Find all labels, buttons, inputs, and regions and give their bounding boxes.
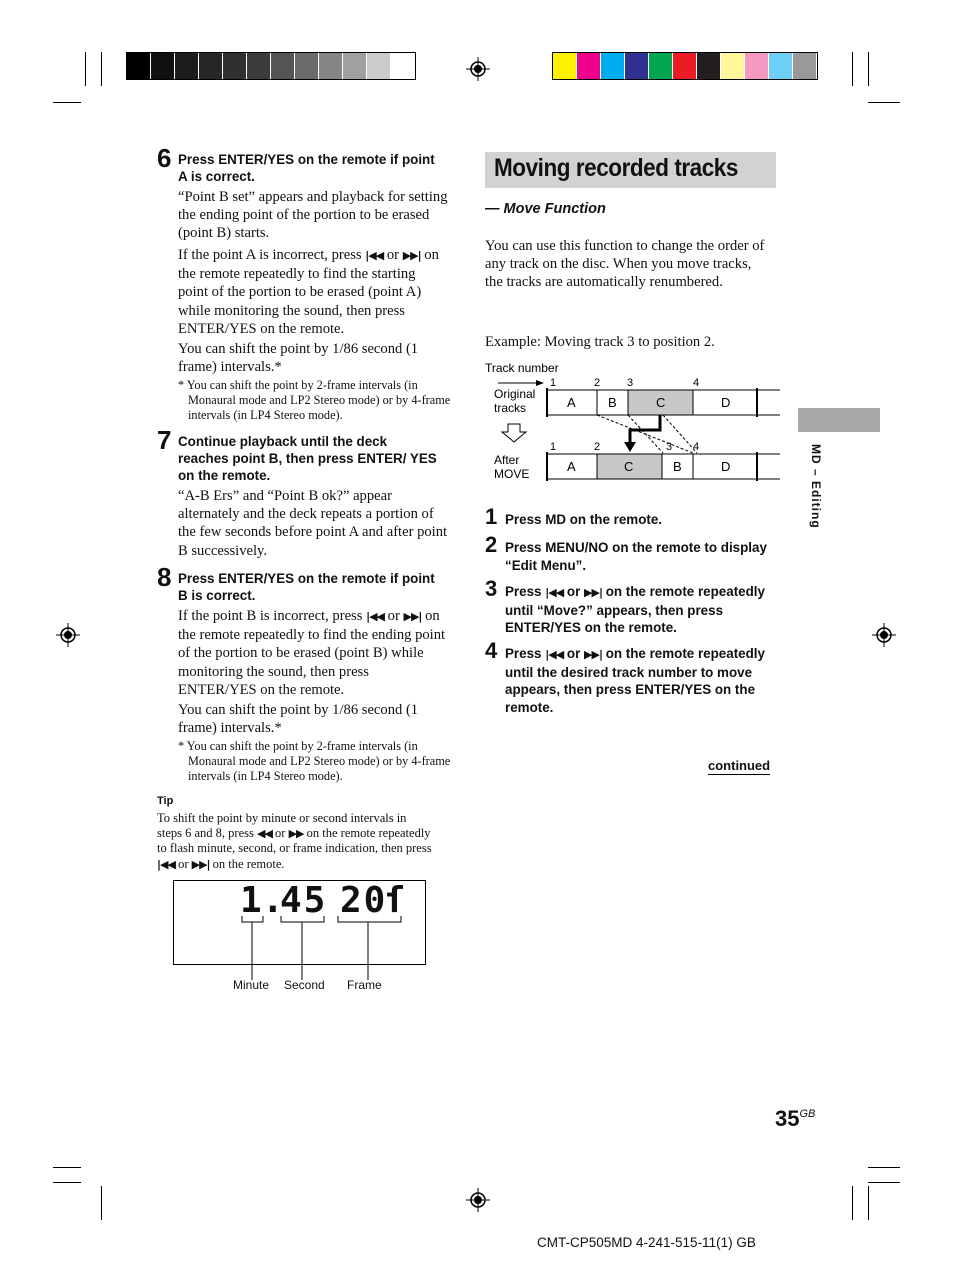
bottom-cell-c: C (624, 459, 634, 474)
registration-mark-icon (872, 623, 896, 647)
rewind-icon: ◀◀ (257, 827, 272, 841)
step-7-number: 7 (157, 425, 172, 455)
section-subtitle: — Move Function (485, 201, 606, 217)
color-swatch (577, 53, 601, 79)
step-6-text: If the point A is incorrect, press |◀◀ or ▶▶| on the remote repeatedly to find the starting point of the portion to be erased (point A) while monitoring the sound, then press ENTER/YES on the remote. (178, 247, 439, 337)
label-frame: Frame (347, 978, 382, 992)
move-step-1-number: 1 (485, 504, 498, 529)
page-number: $35^{GB}$ (775, 1106, 816, 1131)
example-text: Example: Moving track 3 to position 2. (485, 334, 715, 350)
next-track-icon: ▶▶| (584, 648, 602, 661)
original-label-2: tracks (494, 401, 527, 415)
color-swatch (367, 53, 391, 79)
after-label-2: MOVE (494, 467, 530, 481)
move-step-1-text: Press MD on the remote. (505, 512, 663, 527)
color-swatch (601, 53, 625, 79)
track-move-diagram (480, 360, 780, 490)
prev-track-icon: |◀◀ (545, 648, 564, 661)
color-swatch (343, 53, 367, 79)
step-6-text: You can shift the point by 1/86 second (1 frame) intervals.* (178, 341, 419, 376)
registration-mark-icon (56, 623, 80, 647)
section-side-label: MD – Editing (809, 444, 823, 529)
move-step-4-number: 4 (485, 638, 498, 663)
color-swatch (151, 53, 175, 79)
page-title: Moving recorded tracks (494, 154, 738, 182)
top-num-2: 2 (594, 377, 601, 389)
color-swatch (769, 53, 793, 79)
step-8-number: 8 (157, 562, 172, 592)
prev-track-icon: |◀◀ (545, 586, 564, 599)
tip-text: To shift the point by minute or second intervals in steps 6 and 8, press ◀◀ or ▶▶ on the remote repeatedly to flash minute, second, or frame indication, then press |◀◀ or ▶▶| on the remote. (157, 811, 432, 871)
top-cell-c: C (656, 395, 666, 410)
color-bar (552, 52, 818, 80)
next-track-icon: ▶▶| (584, 586, 602, 599)
color-swatch (391, 53, 415, 79)
step-6-heading: Press ENTER/YES on the remote if point A is correct. (178, 152, 435, 184)
grayscale-bar (126, 52, 416, 80)
display-dot: . (262, 880, 284, 921)
step-6-number: 6 (157, 143, 172, 173)
step-8-footnote: * You can shift the point by 2-frame intervals (in Monaural mode and LP2 Stereo mode) or by 4-frame intervals (in LP4 Stereo mode). (178, 739, 451, 783)
bottom-num-2: 2 (594, 441, 601, 453)
color-swatch (247, 53, 271, 79)
color-swatch (175, 53, 199, 79)
color-swatch (745, 53, 769, 79)
bottom-num-4: 4 (693, 441, 700, 453)
color-swatch (223, 53, 247, 79)
color-swatch (271, 53, 295, 79)
down-arrow-icon (502, 424, 526, 442)
color-swatch (625, 53, 649, 79)
label-minute: Minute (233, 978, 270, 992)
continued-label: continued (708, 758, 771, 773)
color-swatch (697, 53, 721, 79)
step-8-heading: Press ENTER/YES on the remote if point B is correct. (178, 571, 435, 603)
prev-track-icon: |◀◀ (365, 249, 384, 262)
fast-forward-icon: ▶▶ (288, 827, 304, 841)
prev-track-icon: |◀◀ (157, 857, 175, 871)
page-suffix: GB (799, 1108, 816, 1120)
step-6-footnote: * You can shift the point by 2-frame intervals (in Monaural mode and LP2 Stereo mode) or by 4-frame intervals (in LP4 Stereo mode). (178, 378, 451, 422)
top-num-4: 4 (693, 377, 700, 389)
bottom-cell-a: A (567, 459, 576, 474)
color-swatch (673, 53, 697, 79)
track-number-label: Track number (485, 361, 559, 375)
display-frame-marker: ſ (384, 880, 406, 921)
move-step-2-number: 2 (485, 532, 498, 557)
top-num-1: 1 (550, 377, 557, 389)
display-frame: 20 (340, 880, 388, 921)
registration-mark-icon (466, 1188, 490, 1212)
move-step-2-text: Press MENU/NO on the remote to display “Edit Menu”. (505, 540, 767, 573)
color-swatch (721, 53, 745, 79)
step-8-text: You can shift the point by 1/86 second (1 frame) intervals.* (178, 702, 419, 737)
footer-model-code: CMT-CP505MD 4-241-515-11(1) GB (537, 1235, 756, 1250)
move-step-4-text: Press |◀◀ or ▶▶| on the remote repeatedly until the desired track number to move appears, then press ENTER/YES on the remote. (505, 646, 765, 715)
color-swatch (127, 53, 151, 79)
bottom-cell-b: B (673, 459, 682, 474)
step-7-text: “A-B Ers” and “Point B ok?” appear alternately and the deck repeats a portion of the few seconds before point A and after point B successively. (178, 488, 448, 559)
label-second: Second (284, 978, 325, 992)
after-label-1: After (494, 453, 520, 467)
registration-mark-icon (466, 57, 490, 81)
top-cell-a: A (567, 395, 576, 410)
intro-text: You can use this function to change the order of any track on the disc. When you move tracks, the tracks are automatically renumbered. (485, 238, 765, 291)
step-7-heading: Continue playback until the deck reaches point B, then press ENTER/ YES on the remote. (178, 434, 437, 483)
move-step-3-number: 3 (485, 576, 498, 601)
next-track-icon: ▶▶| (191, 857, 210, 871)
color-swatch (649, 53, 673, 79)
display-minute: 1 (240, 880, 264, 921)
next-track-icon: ▶▶| (403, 610, 422, 623)
move-arrow-icon (630, 415, 660, 444)
display-second: 45 (280, 880, 328, 921)
top-num-3: 3 (627, 377, 634, 389)
color-swatch (319, 53, 343, 79)
step-6-text: “Point B set” appears and playback for setting the ending point of the portion to be erased (point B) starts. (178, 189, 448, 242)
section-title-box (485, 152, 776, 188)
top-cell-b: B (608, 395, 617, 410)
move-step-3-text: Press |◀◀ or ▶▶| on the remote repeatedly until “Move?” appears, then press ENTER/YES on the remote. (505, 584, 765, 635)
top-cell-d: D (721, 395, 731, 410)
color-swatch (199, 53, 223, 79)
bottom-num-1: 1 (550, 441, 557, 453)
next-track-icon: ▶▶| (402, 249, 421, 262)
bottom-cell-d: D (721, 459, 731, 474)
color-swatch (295, 53, 319, 79)
prev-track-icon: |◀◀ (366, 610, 384, 623)
color-swatch (793, 53, 817, 79)
color-swatch (553, 53, 577, 79)
tip-label: Tip (157, 795, 174, 807)
section-side-tab (798, 408, 880, 432)
original-label-1: Original (494, 387, 536, 401)
bottom-num-3: 3 (666, 441, 673, 453)
step-8-text: If the point B is incorrect, press |◀◀ or ▶▶| on the remote repeatedly to find the ending point of the portion to be erased (point B) while monitoring the sound, then press ENTER/YES on the remote. (178, 608, 446, 698)
